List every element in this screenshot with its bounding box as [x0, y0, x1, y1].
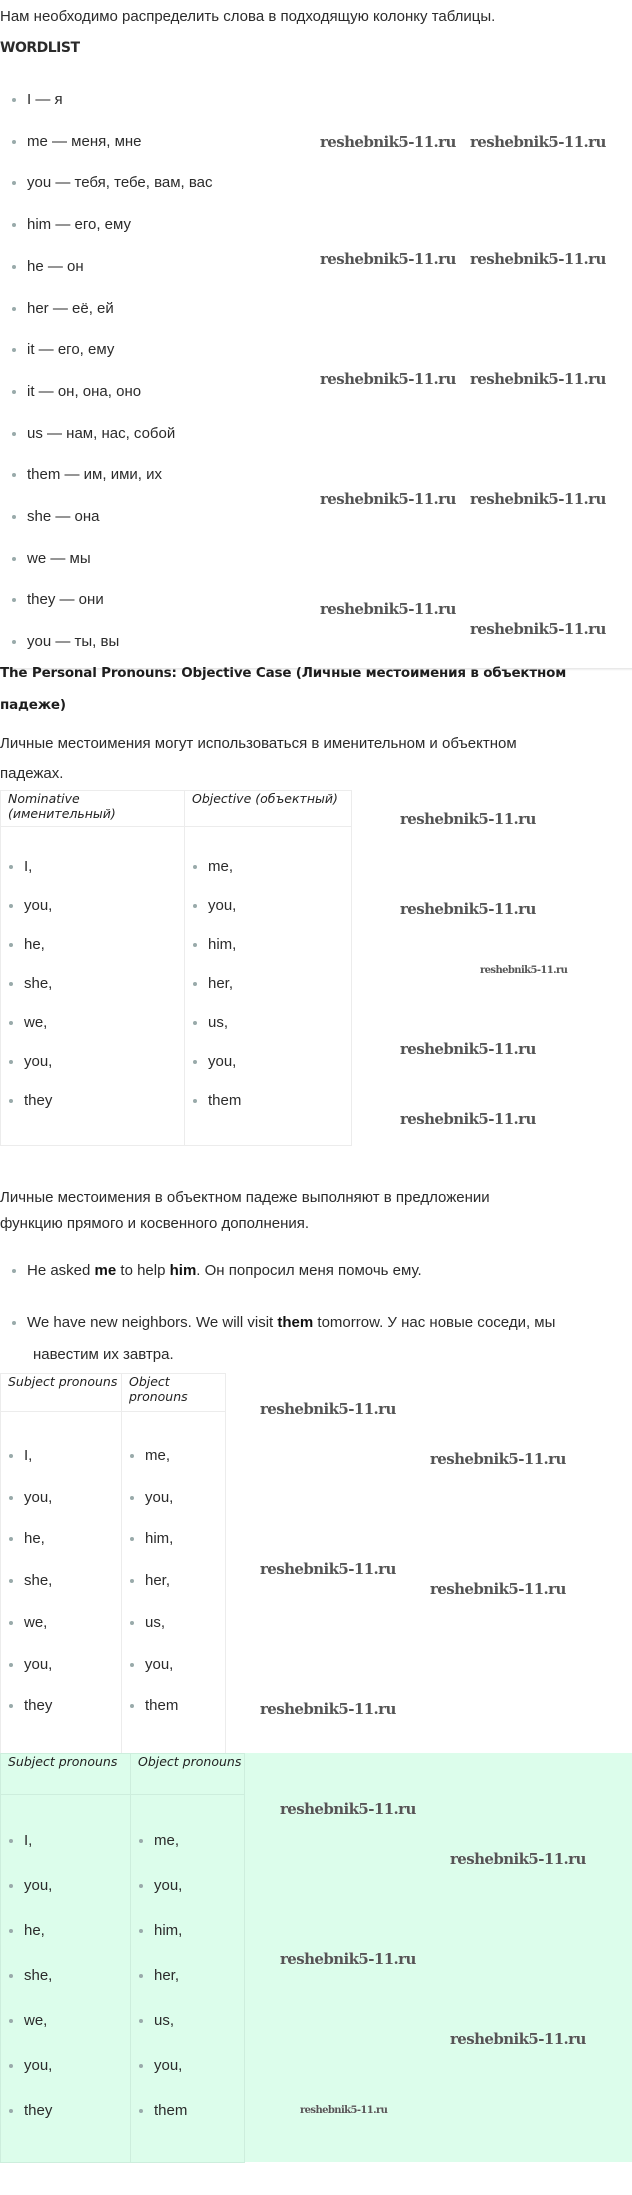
intro-text: Нам необходимо распределить слова в подходящую колонку таблицы. [0, 8, 496, 25]
bullet-icon [9, 2019, 13, 2023]
table-list-item: us, [139, 2011, 174, 2031]
watermark: reshebnik5-11.ru [320, 490, 456, 508]
bullet-icon [9, 1884, 13, 1888]
table-list-item: you, [139, 1876, 182, 1896]
bullet-icon [9, 1454, 13, 1458]
bullet-icon [193, 1060, 197, 1064]
table-list-item: us, [130, 1613, 165, 1633]
bullet-icon [139, 2019, 143, 2023]
bullet-icon [9, 1704, 13, 1708]
watermark: reshebnik5-11.ru [280, 1950, 416, 1968]
table-list-item: me, [139, 1831, 179, 1851]
table-list-item: you, [193, 1052, 236, 1072]
bullet-icon [9, 943, 13, 947]
watermark: reshebnik5-11.ru [470, 620, 606, 638]
bullet-icon [12, 307, 16, 311]
wordlist-item: you — ты, вы [12, 632, 119, 652]
table-list-item: we, [9, 2011, 47, 2031]
table-list-item: I, [9, 1831, 32, 1851]
watermark: reshebnik5-11.ru [320, 600, 456, 618]
wordlist-item: it — он, она, оно [12, 382, 141, 402]
table-header: Nominative (именительный) [1, 791, 185, 827]
bullet-icon [9, 982, 13, 986]
watermark: reshebnik5-11.ru [280, 1800, 416, 1818]
table-list-item: they [9, 1696, 52, 1716]
table-list-item: them [130, 1696, 178, 1716]
table-list-item: they [9, 2101, 52, 2121]
paragraph-2-cont: функцию прямого и косвенного дополнения. [0, 1215, 310, 1232]
table-header: Subject pronouns [1, 1374, 122, 1412]
wordlist-item: her — её, ей [12, 299, 114, 319]
wordlist-item: he — он [12, 257, 84, 277]
bullet-icon [12, 140, 16, 144]
watermark: reshebnik5-11.ru [320, 250, 456, 268]
wordlist-item: I — я [12, 90, 63, 110]
answer-table [0, 1753, 245, 2163]
watermark: reshebnik5-11.ru [400, 1040, 536, 1058]
wordlist-item: you — тебя, тебе, вам, вас [12, 173, 213, 193]
bullet-icon [12, 98, 16, 102]
watermark: reshebnik5-11.ru [260, 1560, 396, 1578]
section-heading-cont: падеже) [0, 697, 66, 713]
subject-object-table [0, 1373, 226, 1754]
bullet-icon [193, 1021, 197, 1025]
bullet-icon [9, 1537, 13, 1541]
bullet-icon [9, 865, 13, 869]
paragraph-1-cont: падежах. [0, 765, 64, 782]
bullet-icon [12, 1269, 16, 1273]
wordlist-item: them — им, ими, их [12, 465, 162, 485]
bullet-icon [12, 181, 16, 185]
wordlist-item: me — меня, мне [12, 132, 142, 152]
bullet-icon [130, 1663, 134, 1667]
table-list-item: us, [193, 1013, 228, 1033]
table-list-item: them [193, 1091, 241, 1111]
wordlist-item: we — мы [12, 549, 91, 569]
watermark: reshebnik5-11.ru [470, 250, 606, 268]
watermark: reshebnik5-11.ru [400, 810, 536, 828]
bullet-icon [193, 982, 197, 986]
watermark: reshebnik5-11.ru [450, 1850, 586, 1868]
table-list-item: him, [193, 935, 236, 955]
bullet-icon [12, 473, 16, 477]
watermark: reshebnik5-11.ru [260, 1400, 396, 1418]
bullet-icon [9, 1839, 13, 1843]
table-list-item: he, [9, 935, 45, 955]
watermark: reshebnik5-11.ru [470, 370, 606, 388]
table-header: Subject pronouns [1, 1754, 131, 1795]
bullet-icon [139, 2109, 143, 2113]
bullet-icon [139, 1839, 143, 1843]
bullet-icon [139, 2064, 143, 2068]
example-item: We have new neighbors. We will visit them tomorrow. У нас новые соседи, мы [12, 1313, 555, 1333]
bullet-icon [130, 1496, 134, 1500]
table-list-item: me, [193, 857, 233, 877]
watermark: reshebnik5-11.ru [470, 490, 606, 508]
section-heading: The Personal Pronouns: Objective Case (Личные местоимения в объектном [0, 665, 567, 681]
bullet-icon [12, 223, 16, 227]
table-list-item: you, [9, 1655, 52, 1675]
bullet-icon [139, 1884, 143, 1888]
bullet-icon [12, 515, 16, 519]
bullet-icon [130, 1704, 134, 1708]
watermark: reshebnik5-11.ru [480, 965, 568, 976]
bullet-icon [9, 1060, 13, 1064]
bullet-icon [9, 1974, 13, 1978]
bullet-icon [130, 1579, 134, 1583]
table-list-item: they [9, 1091, 52, 1111]
watermark: reshebnik5-11.ru [400, 900, 536, 918]
table-list-item: you, [130, 1488, 173, 1508]
table-list-item: them [139, 2101, 187, 2121]
bullet-icon [12, 640, 16, 644]
bullet-icon [12, 348, 16, 352]
table-list-item: I, [9, 1446, 32, 1466]
bullet-icon [12, 598, 16, 602]
wordlist-item: she — она [12, 507, 100, 527]
bullet-icon [139, 1974, 143, 1978]
table-list-item: you, [9, 1052, 52, 1072]
nominative-objective-table [0, 790, 352, 1146]
bullet-icon [130, 1454, 134, 1458]
bullet-icon [9, 1496, 13, 1500]
bullet-icon [193, 865, 197, 869]
watermark: reshebnik5-11.ru [400, 1110, 536, 1128]
watermark: reshebnik5-11.ru [300, 2105, 388, 2116]
table-header: Objective (объектный) [185, 791, 352, 827]
bullet-icon [9, 1621, 13, 1625]
table-list-item: you, [139, 2056, 182, 2076]
bullet-icon [12, 1321, 16, 1325]
bullet-icon [9, 1663, 13, 1667]
example-item: He asked me to help him. Он попросил меня помочь ему. [12, 1261, 422, 1281]
bullet-icon [9, 2109, 13, 2113]
paragraph-2: Личные местоимения в объектном падеже выполняют в предложении [0, 1189, 490, 1206]
table-list-item: me, [130, 1446, 170, 1466]
table-list-item: him, [130, 1529, 173, 1549]
table-list-item: him, [139, 1921, 182, 1941]
example-item-cont: навестим их завтра. [33, 1346, 174, 1363]
bullet-icon [12, 390, 16, 394]
bullet-icon [193, 904, 197, 908]
table-header: Object pronouns [122, 1374, 226, 1412]
bullet-icon [9, 1099, 13, 1103]
table-list-item: her, [139, 1966, 179, 1986]
table-list-item: you, [9, 1876, 52, 1896]
watermark: reshebnik5-11.ru [260, 1700, 396, 1718]
table-list-item: you, [9, 2056, 52, 2076]
watermark: reshebnik5-11.ru [470, 133, 606, 151]
table-list-item: you, [9, 896, 52, 916]
bullet-icon [130, 1537, 134, 1541]
bullet-icon [9, 1579, 13, 1583]
table-list-item: her, [193, 974, 233, 994]
bullet-icon [9, 1929, 13, 1933]
table-list-item: she, [9, 1966, 52, 1986]
table-list-item: he, [9, 1921, 45, 1941]
table-list-item: you, [130, 1655, 173, 1675]
bullet-icon [130, 1621, 134, 1625]
table-list-item: her, [130, 1571, 170, 1591]
wordlist-title: WORDLIST [0, 40, 80, 56]
bullet-icon [9, 1021, 13, 1025]
table-list-item: we, [9, 1613, 47, 1633]
wordlist-item: him — его, ему [12, 215, 131, 235]
bullet-icon [139, 1929, 143, 1933]
watermark: reshebnik5-11.ru [450, 2030, 586, 2048]
table-list-item: you, [9, 1488, 52, 1508]
bullet-icon [12, 557, 16, 561]
table-list-item: she, [9, 1571, 52, 1591]
bullet-icon [12, 432, 16, 436]
paragraph-1: Личные местоимения могут использоваться в именительном и объектном [0, 735, 517, 752]
bullet-icon [9, 904, 13, 908]
table-list-item: you, [193, 896, 236, 916]
table-list-item: we, [9, 1013, 47, 1033]
watermark: reshebnik5-11.ru [320, 370, 456, 388]
watermark: reshebnik5-11.ru [430, 1580, 566, 1598]
table-list-item: I, [9, 857, 32, 877]
bullet-icon [9, 2064, 13, 2068]
watermark: reshebnik5-11.ru [320, 133, 456, 151]
table-list-item: he, [9, 1529, 45, 1549]
bullet-icon [193, 1099, 197, 1103]
bullet-icon [12, 265, 16, 269]
wordlist-item: us — нам, нас, собой [12, 424, 175, 444]
bullet-icon [193, 943, 197, 947]
wordlist-item: it — его, ему [12, 340, 114, 360]
table-list-item: she, [9, 974, 52, 994]
watermark: reshebnik5-11.ru [430, 1450, 566, 1468]
wordlist-item: they — они [12, 590, 104, 610]
table-header: Object pronouns [131, 1754, 245, 1795]
